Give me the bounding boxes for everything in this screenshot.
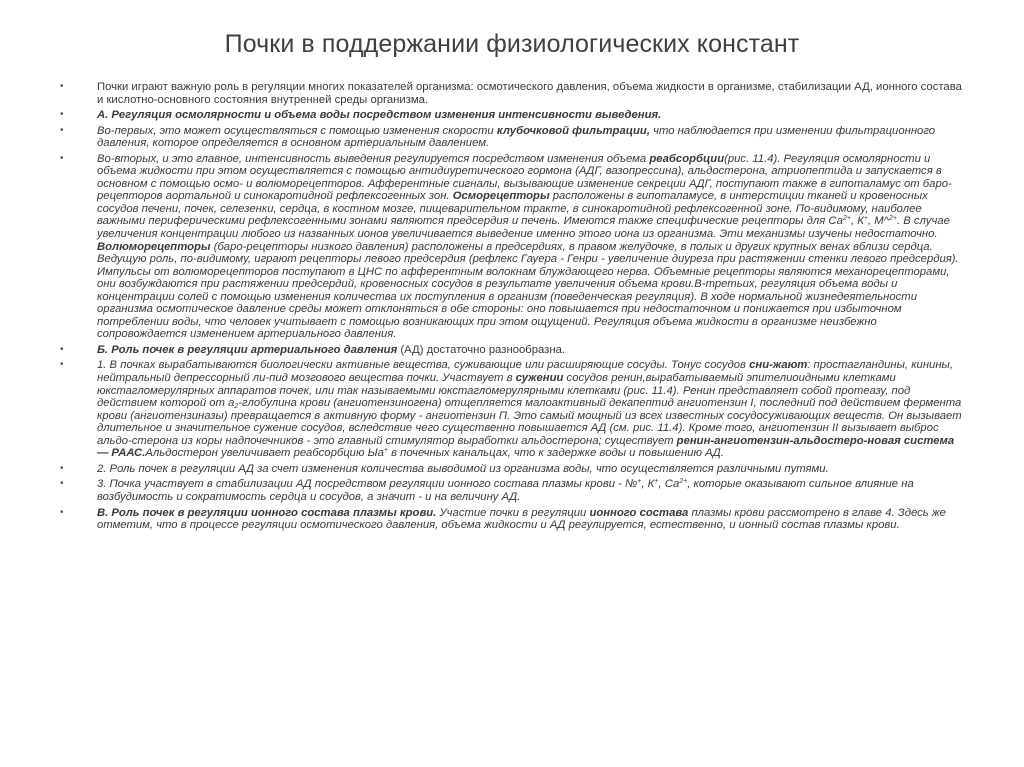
text-run: , Са bbox=[658, 478, 680, 491]
text-run: Альдостерон увеличивает реабсорбцию Ыа bbox=[145, 447, 384, 460]
bold-text: Осморецепторы bbox=[452, 190, 550, 203]
text-run: 2+ bbox=[888, 215, 897, 223]
text-run: Во-первых, это может осуществляться с помощью изменения скорости bbox=[97, 124, 497, 137]
bullet-icon: • bbox=[60, 81, 64, 92]
bullet-item bbox=[60, 81, 965, 106]
text-run: : простагландины, кинины, нейтральный депрессорный ли-пид мозгового вещества почки. Участвует в bbox=[97, 359, 953, 385]
text-run: 2+ bbox=[842, 215, 851, 223]
text-run: что наблюдается при изменении фильтрационного давления, которое определяется в основном артериальным давлением. bbox=[97, 124, 936, 150]
bullet-item bbox=[60, 478, 965, 503]
text-run: 1. В почках вырабатываются биологически активные вещества, суживающие или расширяющие сосуды. Тонус сосудов bbox=[97, 359, 750, 372]
bullet-icon: • bbox=[60, 152, 64, 164]
bold-text: сни-жают bbox=[749, 359, 808, 372]
bold-text: реабсорбции bbox=[649, 152, 725, 165]
text-run: + bbox=[863, 215, 868, 223]
bullet-icon: • bbox=[60, 506, 64, 518]
bullet-list bbox=[60, 81, 965, 721]
text-run: . В случае увеличения концентрации любого из названных ионов увеличивается выведение именно этого иона из организма. Эти механизмы изучены недостаточно. bbox=[97, 215, 950, 241]
text-run: + bbox=[637, 478, 642, 486]
bullet-item bbox=[60, 359, 965, 459]
text-run: 2. Роль почек в регуляции АД за счет изменения количества выводимой из организма воды, что осуществляется различными путями. bbox=[97, 462, 829, 475]
text-run: Почки играют важную роль в регуляции многих показателей организма: осмотического давления, объема жидкости в организме, стабилизации АД, ионного состава и кислотно-основного состояния внутренней среды организма. bbox=[97, 81, 962, 106]
bullet-item bbox=[60, 463, 965, 476]
bold-text: ионного состава bbox=[589, 506, 689, 519]
bullet-icon: • bbox=[60, 359, 64, 371]
bullet-item bbox=[60, 344, 965, 357]
text-run: (АД) достаточно разнообразна. bbox=[397, 343, 566, 356]
bold-text: Волюморецепторы bbox=[97, 240, 211, 253]
bold-text: сужении bbox=[515, 372, 564, 385]
text-run: (баро-рецепторы низкого давления) расположены в предсердиях, в правом желудочке, в полых и других крупных венах вблизи сердца. Ведущую роль, по-видимому, играют рецепторы левого предсердия (рефлекс Гауера - Генри - увеличение диуреза при растяжении стенки левого предсердия). Импульсы от волюморецепторов поступают в ЦНС по афферентным волокнам блуждающего нерва. Объемные рецепторы являются механорецепторами, они возбуждаются при растяжении предсердий, кровеносных сосудов в результате увеличения объема крови.В-третьих, регуляция объема воды и концентрации солей с помощью изменения количества их поступления в организм (поведенческая регуляция). В ходе нормальной жизнедеятельности организма осмотическое давление среды может отклоняться в обе стороны: оно повышается при недостаточном и понижается при избыточном потреблении воды, что человек учитывает с помощью возникающих при этом ощущений. Регуляция объема жидкости в организме неизбежно сопровождается изменением артериального давления. bbox=[97, 240, 959, 341]
bold-text: А. Регуляция осмолярности и объема воды посредством изменения интенсивности выведения. bbox=[97, 109, 662, 122]
text-run: расположены в гипоталамусе, в интерстиции тканей и кровеносных сосудов печени, почек, селезенки, сердца, в костном мозге, пищеварительном тракте, в синокаротидной рефлексогенной зоне. По-видимому, наиболее важными периферическими рефлексогенными зонами являются предсердия и печень. Имеются также специфические рецепторы для Са bbox=[97, 190, 928, 228]
bold-text: клубочковой фильтрации, bbox=[496, 124, 650, 137]
slide-title: Почки в поддержании физиологических констант bbox=[224, 30, 800, 58]
bullet-item bbox=[60, 125, 965, 150]
text-run: , К bbox=[641, 478, 655, 491]
text-run: (рис. 11.4). Регуляция осмолярности и объема жидкости при этом осуществляется с помощью антидиуретического гормона (АДГ, вазопрессина), альдостерона, атриопептида и запускается в основном с помощью осмо- и волюморецепторов. Афферентные сигналы, вызывающие изменение секреции АДГ, поступают также в гипоталамус от баро-рецепторов аортальной и синокаротидной рефлексогенных зон. bbox=[97, 152, 952, 203]
text-run: , К bbox=[850, 215, 864, 228]
bullet-item bbox=[60, 109, 965, 122]
text-run: Во-вторых, и это главное, интенсивность выведения регулируется посредством изменения объема bbox=[97, 152, 650, 165]
bold-text: В. Роль почек в регуляции ионного состава плазмы крови. bbox=[97, 506, 437, 519]
bold-text: ренин-ангиотензин-альдостеро-новая система — РААС. bbox=[97, 434, 955, 460]
text-run: в почечных канальцах, что к задержке воды и повышению АД. bbox=[387, 447, 724, 460]
text-run: плазмы крови рассмотрено в главе 4. Здесь же отметим, что в процессе регуляции осмотического давления, объема жидкости и АД регулируется, естественно, и ионный состав плазмы крови. bbox=[97, 506, 946, 532]
bullet-item bbox=[60, 507, 965, 532]
text-run: Участие почки в регуляции bbox=[436, 506, 590, 519]
text-run: 2 bbox=[234, 403, 239, 411]
text-run: , которые оказывают сильное влияние на возбудимость и сократимость сердца и сосудов, а значит - и на величину АД. bbox=[97, 478, 914, 503]
text-run: + bbox=[654, 478, 659, 486]
bullet-icon: • bbox=[60, 124, 64, 136]
bullet-icon: • bbox=[60, 462, 64, 474]
text-run: 3. Почка участвует в стабилизации АД посредством регуляции ионного состава плазмы крови - № bbox=[97, 478, 638, 491]
text-run: , М^ bbox=[867, 215, 889, 228]
bullet-icon: • bbox=[60, 478, 64, 490]
text-run: сосудов ренин,вырабатываемый эпителиоидными клетками юкстагломерулярных аппаратов почек, или так называемыми юкстагломерулярными клетками (рис. 11.4). Ренин представляет собой протеазу, под действием которой от а bbox=[97, 372, 911, 410]
text-run: + bbox=[383, 447, 388, 455]
bullet-icon: • bbox=[60, 109, 64, 121]
text-run: -глобулина крови (ангиотензиногена) отщепляется малоактивный декапептид ангиотензин I, последний под действием фермента крови (ангиотензиназы) превращается в активную форму - ангиотензин П. Это самый мощный из всех известных сосудосуживающих веществ. Он вызывает длительное и значительное сужение сосудов, вследствие чего существенно повышается АД (см. рис. 11.4). Кроме того, ангиотензин II вызывает выброс альдо-стерона из коры надпочечников - это главный стимулятор выработки альдостерона; существует bbox=[97, 397, 962, 447]
text-run: 2+ bbox=[679, 478, 688, 486]
bullet-item bbox=[60, 153, 965, 341]
bold-text: Б. Роль почек в регуляции артериального давления bbox=[97, 343, 398, 356]
bullet-icon: • bbox=[60, 343, 64, 355]
